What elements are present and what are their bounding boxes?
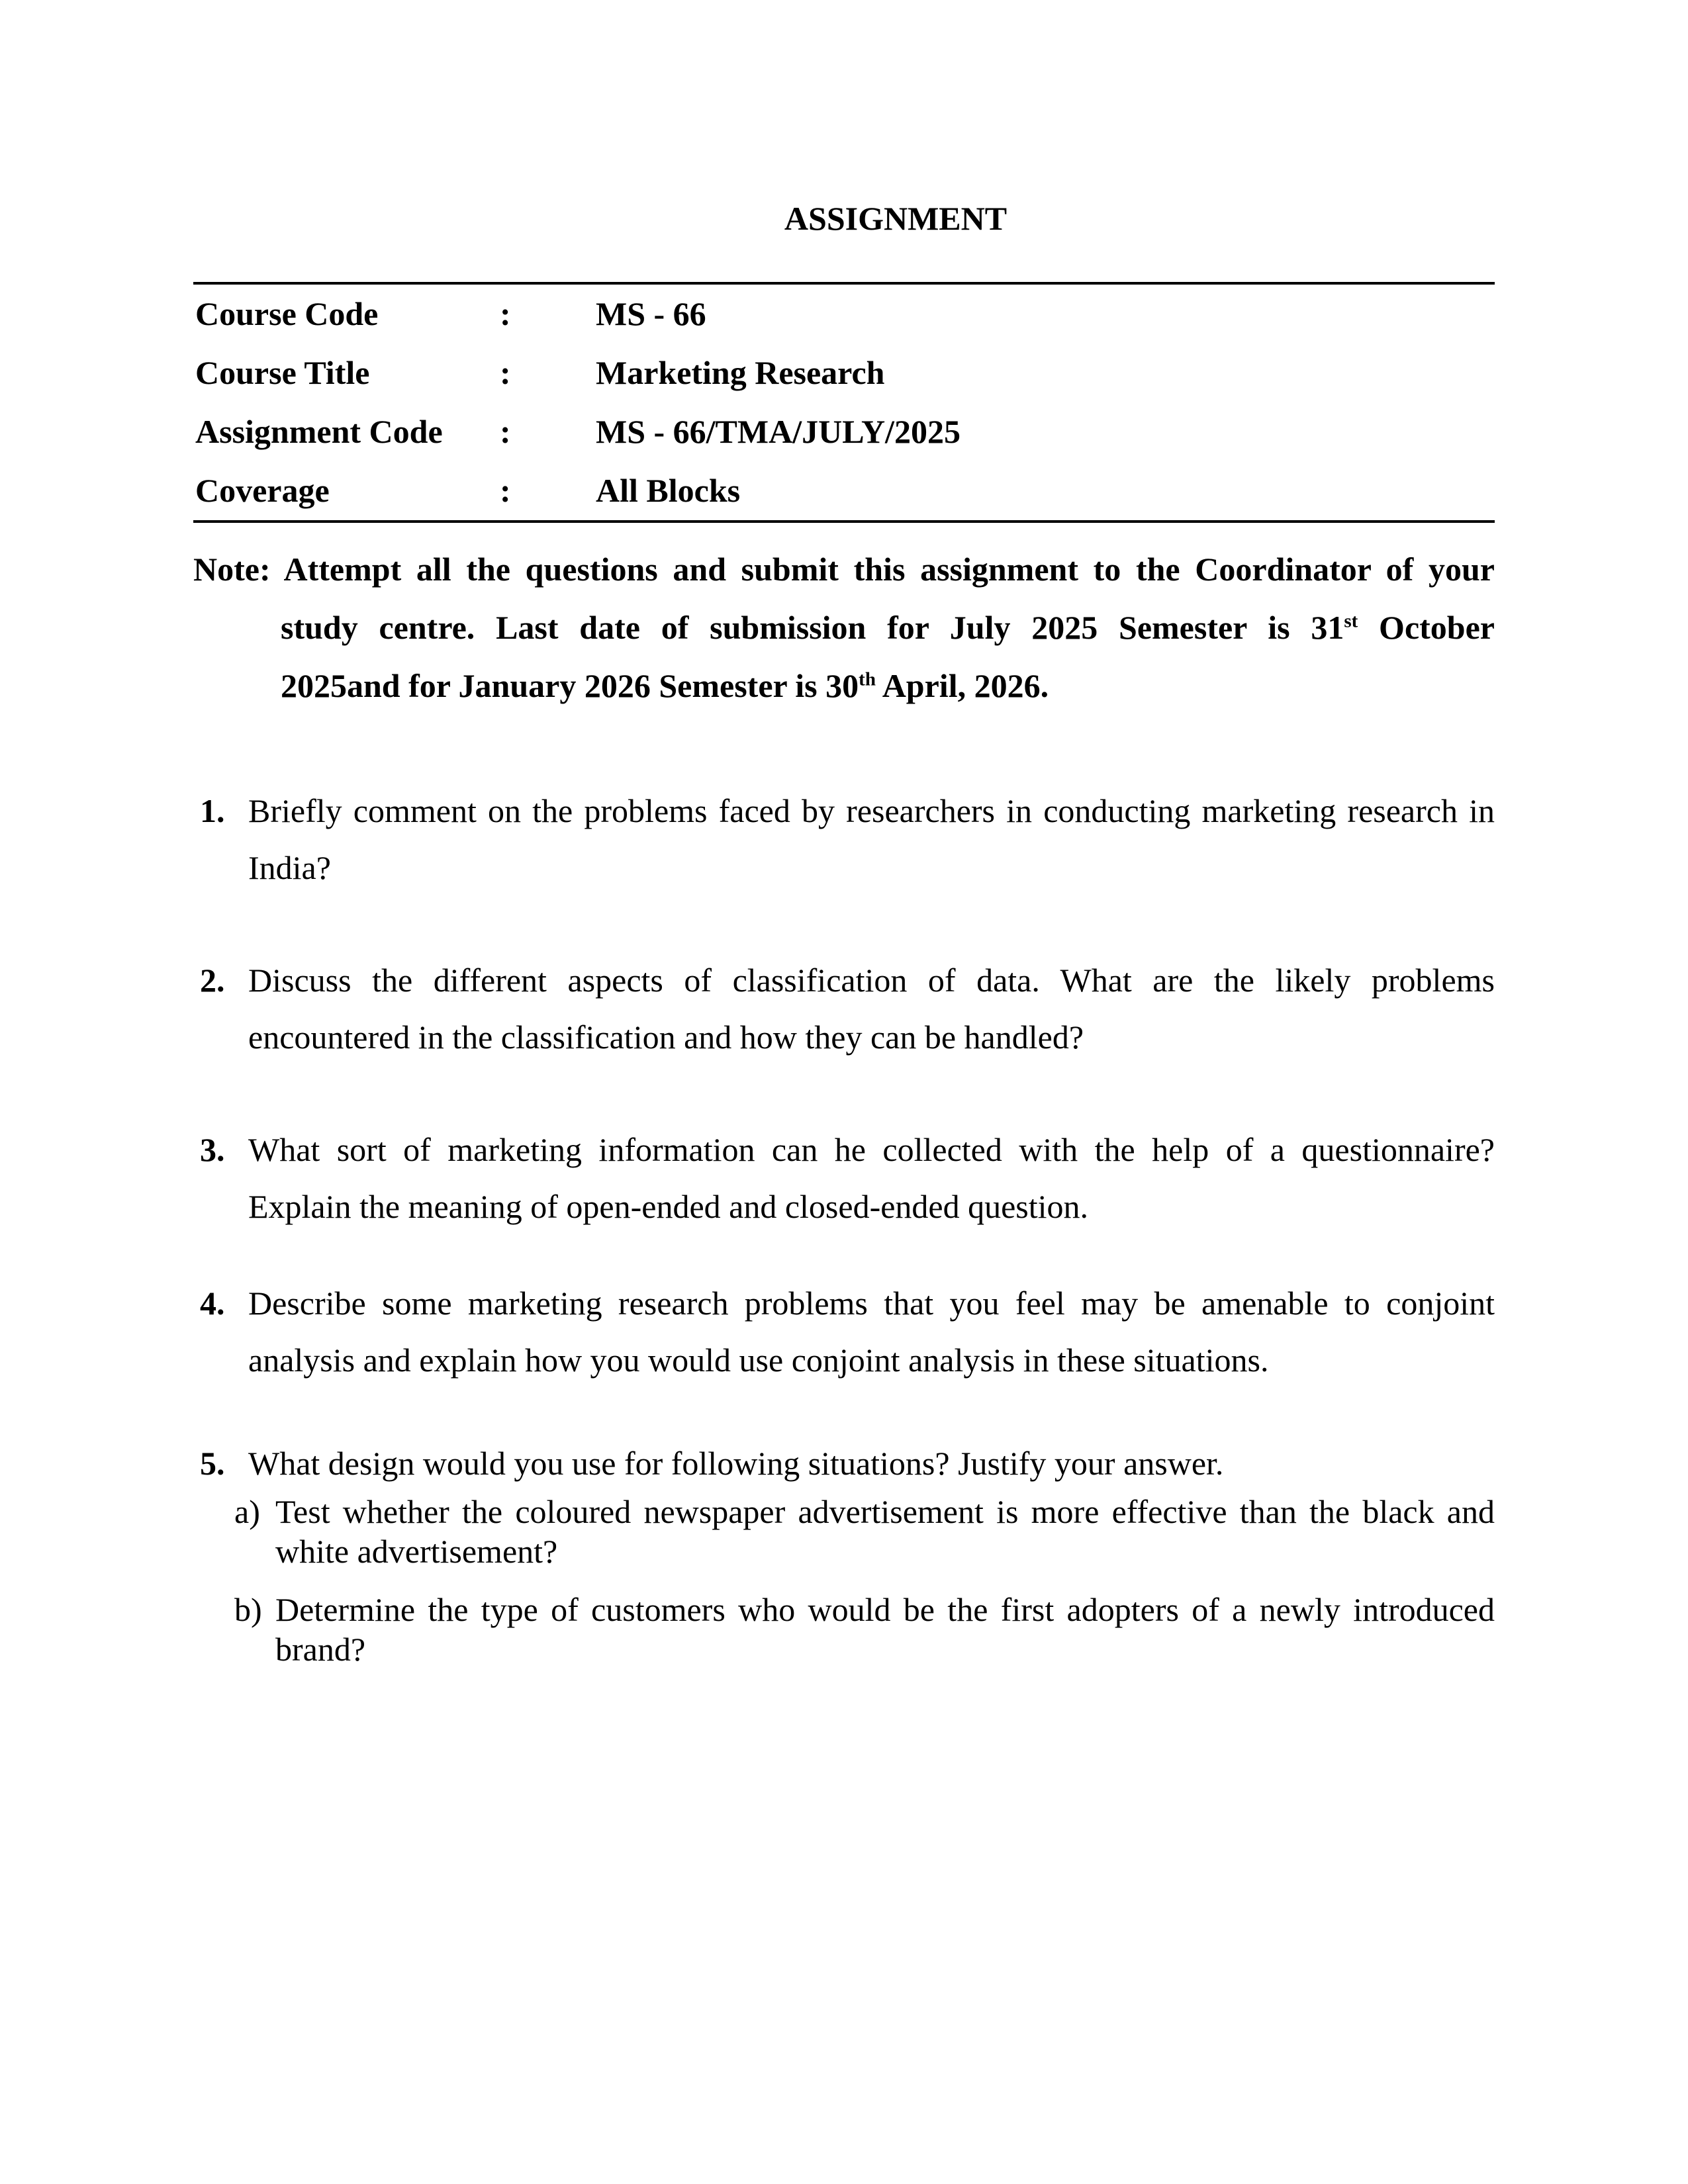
subitem-text-line: brand? [275,1631,366,1668]
row-separator: : [500,295,511,332]
note-label: Note: [193,551,271,588]
question-text-line: analysis and explain how you would use conjoint analysis in these situations. [248,1342,1269,1379]
row-label: Assignment Code [195,413,443,450]
row-value: MS - 66 [596,295,706,332]
table-row [193,402,1495,461]
row-label: Course Code [195,295,379,332]
question-text-line: encountered in the classification and how they can be handled? [248,1019,1084,1056]
ordinal-superscript: st [1344,610,1358,632]
subitem-marker: a) [234,1493,260,1530]
note-text: 2025and for January 2026 Semester is 30 [281,667,859,704]
question-number: 1. [200,792,225,829]
question-number: 5. [200,1445,225,1482]
question-text-line: Briefly comment on the problems faced by researchers in conducting marketing research in [248,792,1495,829]
note-text: October [1358,609,1495,646]
question-text [248,782,1495,896]
question-item-3 [193,1121,1495,1235]
row-separator: : [500,354,511,391]
question-item-4 [193,1275,1495,1388]
question-item-2 [193,952,1495,1066]
question-text [248,1121,1495,1235]
question-number: 3. [200,1131,225,1168]
subitem-text-line: Test whether the coloured newspaper advertisement is more effective than the black and [275,1493,1495,1530]
row-separator: : [500,472,511,509]
row-value: All Blocks [596,472,741,509]
note-text: study centre. Last date of submission for July 2025 Semester is 31 [281,609,1344,646]
row-separator: : [500,413,511,450]
question-text-line: Explain the meaning of open-ended and closed-ended question. [248,1188,1089,1225]
ordinal-superscript: th [859,668,876,690]
question-item-1 [193,782,1495,896]
note-text: Attempt all the questions and submit this assignment to the Coordinator of your [270,551,1495,588]
row-label: Coverage [195,472,330,509]
table-row [193,343,1495,402]
question-text-line: Discuss the different aspects of classification of data. What are the likely problems [248,962,1495,999]
question-text [248,952,1495,1066]
table-row [193,461,1495,520]
subitem-text-line: white advertisement? [275,1533,558,1570]
note-line [193,598,1495,657]
question-5-subitem-b [234,1590,1495,1669]
row-label: Course Title [195,354,370,391]
question-item-5 [193,1435,1495,1492]
page-title: ASSIGNMENT [784,200,1008,237]
question-text-line: What sort of marketing information can he collected with the help of a questionnaire? [248,1131,1495,1168]
subitem-text [275,1492,1495,1571]
question-text [248,1275,1495,1388]
subitem-text [275,1590,1495,1669]
course-info-table [193,282,1495,523]
question-number: 2. [200,962,225,999]
question-number: 4. [200,1285,225,1322]
subitem-marker: b) [234,1591,262,1628]
question-5-subitem-a [234,1492,1495,1571]
question-text-line: India? [248,849,331,886]
question-text [248,1435,1495,1492]
note-line [193,657,1495,715]
note-line [193,540,1495,598]
question-text-line: Describe some marketing research problems that you feel may be amenable to conjoint [248,1285,1495,1322]
row-value: Marketing Research [596,354,885,391]
row-value: MS - 66/TMA/JULY/2025 [596,413,961,450]
question-text-line: What design would you use for following situations? Justify your answer. [248,1445,1224,1482]
subitem-text-line: Determine the type of customers who would be the first adopters of a newly introduced [275,1591,1495,1628]
note-text: April, 2026. [875,667,1049,704]
table-row [193,285,1495,343]
note-paragraph [193,540,1495,715]
